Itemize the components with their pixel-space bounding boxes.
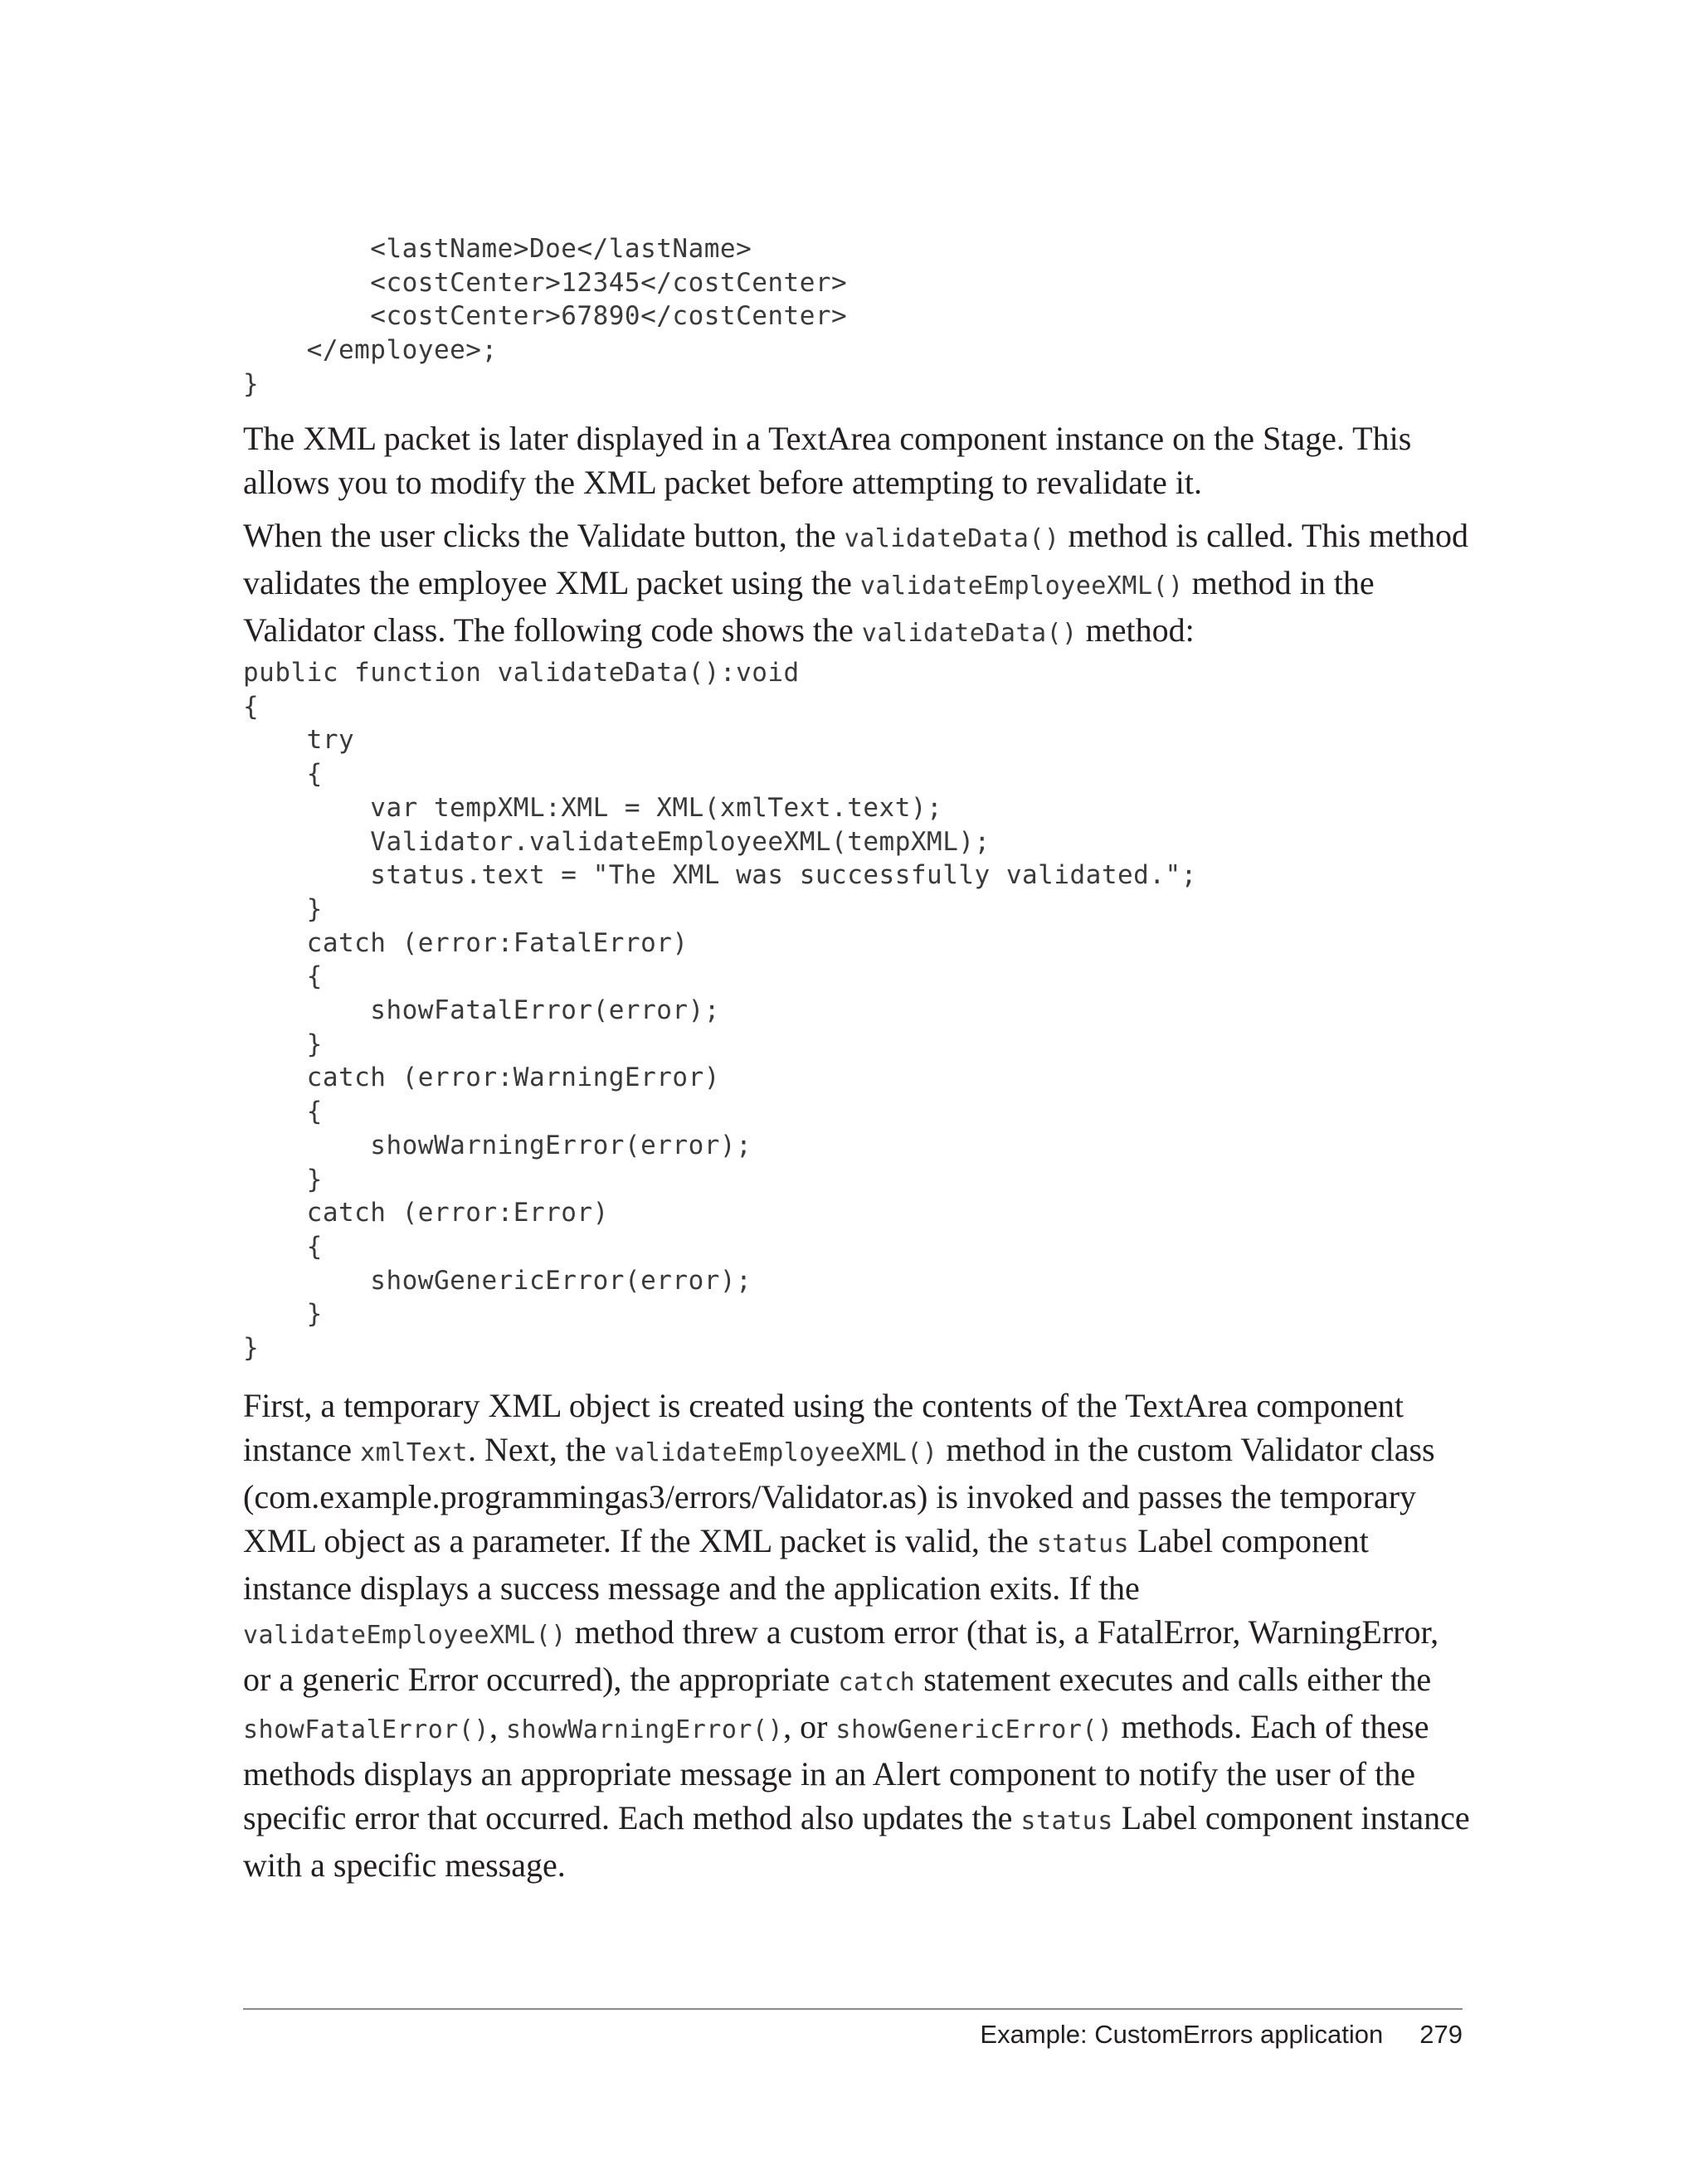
inline-code: status — [1036, 1530, 1130, 1559]
inline-code: showWarningError() — [505, 1715, 784, 1744]
paragraph-text: method is called. This method validates the employee XML packet using the — [243, 517, 1469, 601]
paragraph-text: , — [489, 1708, 506, 1745]
paragraph-text: The XML packet is later displayed in a TextArea component instance on the Stage. This allows you to modify the XML packet before attempting to revalidate it. — [243, 420, 1412, 501]
document-page — [243, 0, 1470, 2184]
paragraph-text: method in the custom Validator class (com.example.programmingas3/errors/Validator.as) is invoked and passes the temporary XML object as a parameter. If the XML packet is valid, the — [243, 1431, 1435, 1559]
footer-divider — [243, 2008, 1463, 2010]
inline-code: validateEmployeeXML() — [614, 1438, 938, 1467]
paragraph-text: . Next, the — [468, 1431, 615, 1468]
paragraph-text: Label component instance with a specific message. — [243, 1799, 1470, 1884]
page-footer — [980, 2020, 1463, 2050]
paragraph-text: First, a temporary XML object is created using the contents of the TextArea component instance — [243, 1387, 1404, 1468]
inline-code: showGenericError() — [835, 1715, 1113, 1744]
inline-code: status — [1020, 1807, 1113, 1836]
paragraph-validate-button — [243, 513, 1471, 655]
inline-code: catch — [838, 1668, 916, 1697]
paragraph-explanation — [243, 1384, 1471, 1887]
paragraph-text: When the user clicks the Validate button, the — [243, 517, 845, 554]
inline-code: validateData() — [861, 619, 1078, 648]
paragraph-text: methods. Each of these methods displays an appropriate message in an Alert component to notify the user of the specific error that occurred. Each method also updates the — [243, 1708, 1429, 1836]
page-number: 279 — [1419, 2020, 1463, 2049]
paragraph-text: method in the Validator class. The following code shows the — [243, 564, 1375, 649]
paragraph-text: method: — [1077, 611, 1195, 649]
footer-section-title: Example: CustomErrors application — [980, 2020, 1384, 2049]
code-snippet-xml-end: <lastName>Doe</lastName> <costCenter>12345</costCenter> <costCenter>67890</costCenter> </employee>; } — [243, 234, 848, 399]
paragraph-text: statement executes and calls either the — [915, 1661, 1432, 1698]
paragraph-text: Label component instance displays a success message and the application exits. If the — [243, 1522, 1369, 1607]
paragraph-text: , or — [783, 1708, 836, 1745]
inline-code: validateEmployeeXML() — [243, 1621, 567, 1650]
paragraph-textarea-intro — [243, 416, 1471, 504]
inline-code: xmlText — [360, 1438, 468, 1467]
inline-code: validateData() — [844, 524, 1060, 553]
inline-code: validateEmployeeXML() — [859, 572, 1184, 601]
code-snippet-validate-data: public function validateData():void { try { var tempXML:XML = XML(xmlText.text); Validator.validateEmployeeXML(tempXML); status.text = "The XML was successfully validated."; } catch (error:FatalError) { showFatalError(error); } catch (error:WarningError) { showWarningError(error); } catch (error:Error) { showGenericError(error); } } — [243, 658, 1197, 1364]
inline-code: showFatalError() — [243, 1715, 489, 1744]
paragraph-text: method threw a custom error (that is, a FatalError, WarningError, or a generic Error occurred), the appropriate — [243, 1613, 1439, 1698]
